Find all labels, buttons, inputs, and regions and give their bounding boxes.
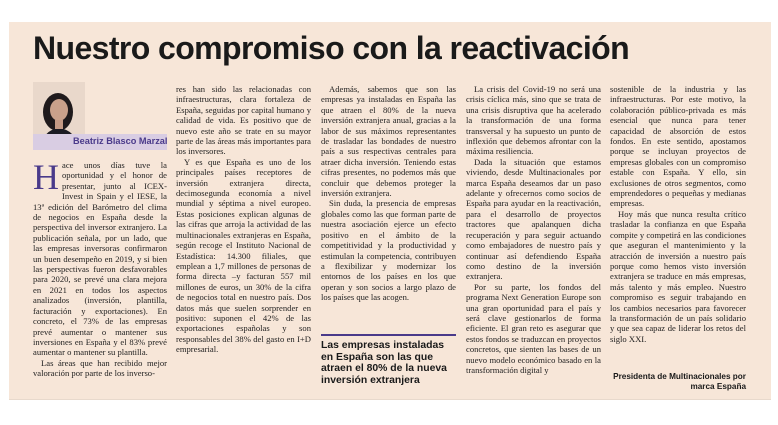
paragraph: Las áreas que han recibido mejor valoración por parte de los inverso- <box>33 357 167 379</box>
pull-quote: Las empresas instaladas en España son las que atraen el 80% de la nueva inversión extranjera <box>321 340 447 386</box>
pull-quote-rule <box>321 334 456 336</box>
paragraph: sostenible de la industria y las infraestructuras. Por este motivo, la colaboración público-privada es más esencial que nunca para tener capacidad de absorción de estos fondos. En este sentido, apostamos porque se incluyan proyectos de empresas globales con un compromiso estable con España. Y ello, sin exclusiones de otros segmentos, como emprendedores o pequeñas y medianas empresas. <box>610 84 746 209</box>
article-page <box>9 22 771 399</box>
column-5 <box>610 84 746 370</box>
column-4 <box>466 84 601 392</box>
bottom-divider <box>9 399 771 400</box>
column-3 <box>321 84 456 330</box>
paragraph: Sin duda, la presencia de empresas globales como las que forman parte de nuestra asociación ejerce un efecto positivo en el ámbito de la competitividad y la productividad y estimulan la competencia, contribuyen a flexibilizar y modernizar los entornos de los países en los que operan y son socios a largo plazo de los países que las acogen. <box>321 198 456 303</box>
paragraph: Dada la situación que estamos viviendo, desde Multinacionales por marca España deseamos dar un paso adelante y ofrecernos como socios de España para ayudar en la reactivación, para el desarrollo de proyectos tractores que apalanquen dicha recuperación y para seguir actuando como embajadores de nuestro país y continuar así defendiendo España como destino de la inversión extranjera. <box>466 156 601 282</box>
headline: Nuestro compromiso con la reactivación <box>33 30 630 66</box>
paragraph: Hace unos días tuve la oportunidad y el honor de presentar, junto al ICEX-Invest in Spain y el IESE, la 13ª edición del Barómetro del clima de negocios en España desde la perspectiva del inversor extranjero. La publicación señala, por un lado, que las empresas inversoras confirmaron un buen desempeño en 2019, y si bien las perspectivas fueron desfavorables para 2020, se prevé una clara mejora en 2021 en todos los aspectos analizados (inversión, plantilla, facturación y exportaciones). En concreto, el 73% de las empresas prevé aumentar o mantener sus inversiones en España y el 83% prevé aumentar o mantener su plantilla. <box>33 160 167 358</box>
paragraph: res han sido las relacionadas con infraestructuras, clara fortaleza de España, seguidas por capital humano y calidad de vida. Es positivo que de nuevo este año se trate en su mayor parte de las áreas más importantes para los inversores. <box>176 84 311 157</box>
author-byline: Beatriz Blasco Marzal <box>73 136 168 146</box>
paragraph: La crisis del Covid-19 no será una crisis cíclica más, sino que se trata de una crisis disruptiva que ha acelerado la transformación de una forma transversal y ha supuesto un punto de inflexión que debemos afrontar con la máxima resiliencia. <box>466 84 601 157</box>
paragraph: Y es que España es uno de los principales países receptores de inversión extranjera directa, decimosegunda economía a nivel mundial y séptima a nivel europeo. Estas posiciones explican algunas de las cifras que arroja la actividad de las multinacionales extranjeras en España, según recoge el Instituto Nacional de Estadística: 14.300 filiales, que emplean a 1,7 millones de personas de forma directa –y facturan 557 mil millones de euros, un 30% de la cifra de negocios total en nuestro país. Dos datos más que suelen sorprender en positivo: suponen el 42% de las exportaciones españolas y son responsables del 38% del gasto en I+D empresarial. <box>176 156 311 355</box>
column-2 <box>176 84 311 392</box>
paragraph: Hoy más que nunca resulta crítico trasladar la confianza en que España compite y competirá en las condiciones que aseguran el mantenimiento y la atracción de inversión a nuestro país porque como hemos visto inversión extranjera se traduce en más empresas, más talento y más empleo. Nuestro compromiso es seguir trabajando en los cambios necesarios para favorecer la transformación de un país solidario y que sea capaz de liderar los retos del siglo XXI. <box>610 208 746 344</box>
dropcap: H <box>33 160 59 197</box>
paragraph: Por su parte, los fondos del programa Next Generation Europe son una gran oportunidad para el país y será clave gestionarlos de forma eficiente. El gran reto es asegurar que estos fondos se traduzcan en proyectos concretos, que sienten las bases de un nuevo modelo económico basado en la transformación digital y <box>466 281 601 375</box>
author-role: Presidenta de Multinacionales por marca España <box>613 372 746 391</box>
column-1 <box>33 160 167 392</box>
paragraph: Además, sabemos que son las empresas ya instaladas en España las que atraen el 80% de la nueva inversión extranjera anual, gracias a la labor de sus máximos representantes de trasladar las bondades de nuestro país a sus respectivas centrales para atraer dicha inversión. Teniendo estas cifras presentes, no podemos más que concluir que debemos proteger la inversión extranjera. <box>321 84 456 199</box>
